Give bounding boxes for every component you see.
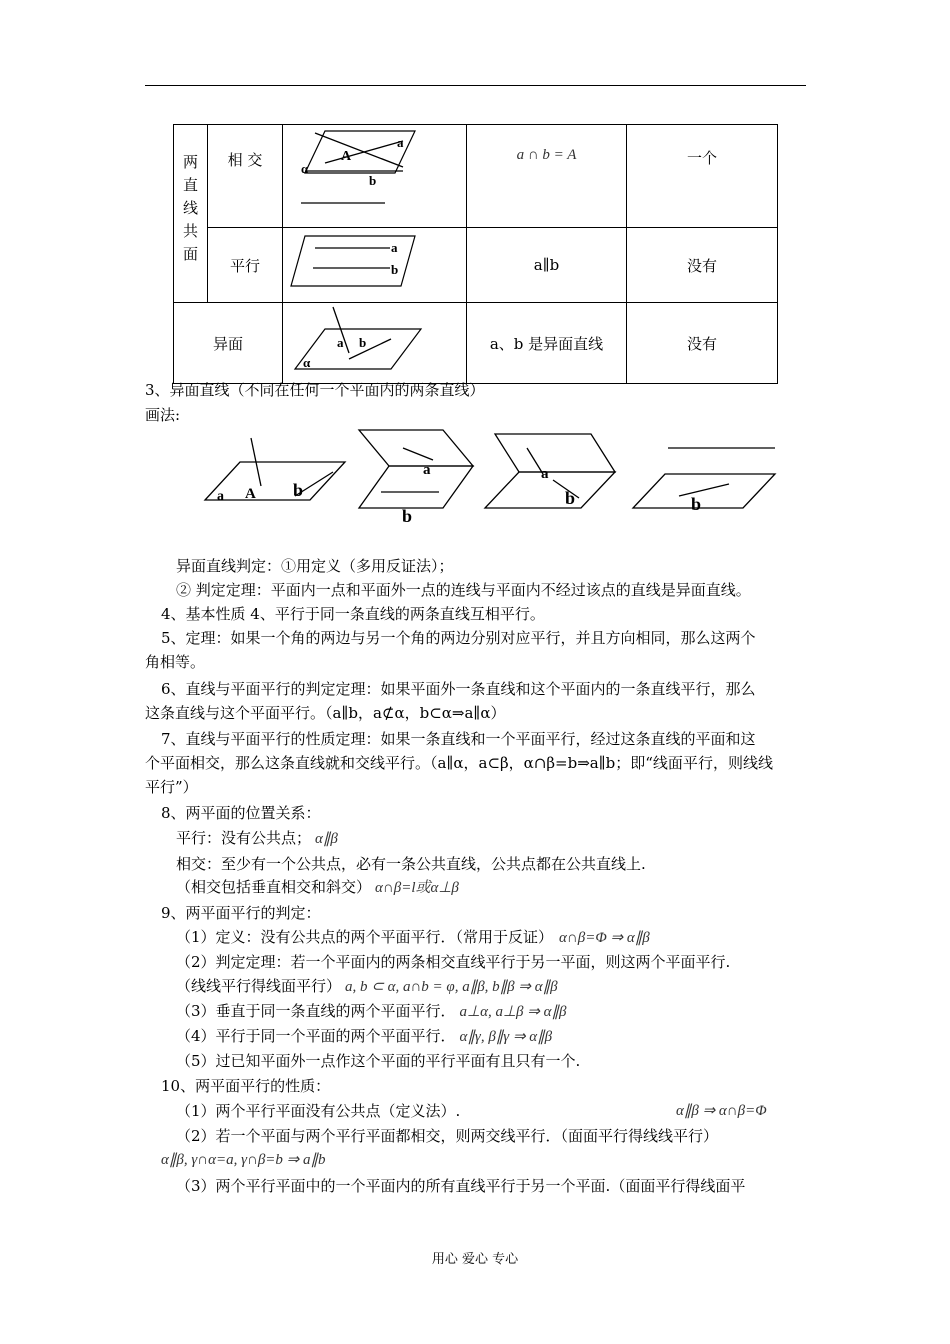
text-line: （1）定义：没有公共点的两个平面平行．（常用于反证） α∩β=Φ ⇒ α∥β — [176, 928, 650, 946]
count-intersect: 一个 — [627, 125, 778, 228]
text-line: 这条直线与这个平面平行。（a∥b，a⊄α，b⊂α⇒a∥α） — [145, 704, 506, 722]
draw-label: 画法: — [145, 406, 181, 424]
text-line: （5）过已知平面外一点作这个平面的平行平面有且只有一个. — [176, 1052, 581, 1070]
page-footer: 用心 爱心 专心 — [431, 1252, 519, 1267]
text-line: 4、基本性质 4、平行于同一条直线的两条直线互相平行。 — [161, 605, 545, 623]
fig2-label-a: a — [423, 462, 431, 478]
count-parallel: 没有 — [627, 228, 778, 303]
group-cell — [174, 125, 208, 303]
text-line: （相交包括垂直相交和斜交） α∩β=l或α⊥β — [176, 878, 459, 896]
relation-parallel: a∥b — [467, 228, 627, 303]
fig-intersect — [283, 125, 467, 228]
text-line: （1）两个平行平面没有公共点（定义法）. — [176, 1102, 461, 1120]
fig1-label-b: b — [293, 480, 304, 500]
text-line: 个平面相交，那么这条直线就和交线平行。（a∥α，a⊂β，α∩β=b⇒a∥b；即“线面平行，则线线 — [145, 754, 773, 772]
relation-skew: a、b 是异面直线 — [467, 303, 627, 384]
line-relation-table — [173, 124, 778, 384]
fig-label-a: a — [390, 240, 397, 255]
fig-label-b: b — [358, 335, 366, 350]
text-line: 10、两平面平行的性质： — [161, 1077, 331, 1095]
text-line: 平行”） — [145, 778, 198, 796]
text-line: （线线平行得线面平行） a, b ⊂ α, a∩b = φ, a∥β, b∥β ⇒ α∥β — [176, 977, 558, 995]
text-line: 5、定理：如果一个角的两边与另一个角的两边分别对应平行，并且方向相同，那么这两个 — [161, 629, 756, 647]
intersect-figure — [285, 125, 465, 223]
text-line: 异面直线判定：①用定义（多用反证法）； — [176, 557, 454, 575]
fig-label-alpha: α — [300, 161, 308, 176]
text-line: （2）判定定理：若一个平面内的两条相交直线平行于另一平面，则这两个平面平行. — [176, 953, 731, 971]
fig4-label-b: b — [691, 494, 702, 514]
header-rule — [145, 85, 806, 86]
group-label: 两直线共面 — [181, 154, 199, 269]
fig1-label-a: a — [217, 489, 224, 504]
skew-figure — [285, 303, 465, 379]
text-line: ② 判定定理：平面内一点和平面外一点的连线与平面内不经过该点的直线是异面直线。 — [176, 581, 751, 599]
text-line: 角相等。 — [145, 653, 206, 671]
skew-drawing-figures — [195, 428, 795, 528]
text-line: 9、两平面平行的判定： — [161, 904, 321, 922]
text-line: （4）平行于同一个平面的两个平面平行． α∥γ, β∥γ ⇒ α∥β — [176, 1027, 553, 1045]
text-line: （3）垂直于同一条直线的两个平面平行． a⊥α, a⊥β ⇒ α∥β — [176, 1002, 567, 1020]
row-label: 异面 — [174, 303, 283, 384]
fig2-label-b: b — [402, 506, 413, 526]
parallel-figure — [285, 228, 465, 298]
fig-label-b: b — [368, 173, 376, 188]
text-line: 平行：没有公共点； α∥β — [176, 829, 338, 847]
row-label: 相 交 — [208, 125, 283, 228]
fig-skew — [283, 303, 467, 384]
fig-label-alpha: α — [302, 355, 310, 370]
fig-label-a: a — [396, 135, 403, 150]
fig3-label-a: a — [541, 466, 549, 482]
section3-title: 3、异面直线（不同在任何一个平面内的两条直线） — [145, 381, 485, 399]
fig1-label-A: A — [245, 486, 256, 502]
fig-label-a: a — [336, 335, 343, 350]
fig-label-b: b — [390, 262, 398, 277]
count-skew: 没有 — [627, 303, 778, 384]
formula-prop2: α∥β, γ∩α=a, γ∩β=b ⇒ a∥b — [161, 1152, 326, 1168]
text-line: 相交：至少有一个公共点，必有一条公共直线，公共点都在公共直线上. — [176, 855, 646, 873]
text-line: 8、两平面的位置关系： — [161, 804, 321, 822]
row-label: 平行 — [208, 228, 283, 303]
relation-intersect: a ∩ b = A — [467, 125, 627, 228]
fig3-label-b: b — [565, 488, 576, 508]
text-line: （2）若一个平面与两个平行平面都相交，则两交线平行．（面面平行得线线平行） — [176, 1127, 719, 1145]
fig-label-A: A — [340, 149, 351, 164]
fig-parallel — [283, 228, 467, 303]
text-line: 6、直线与平面平行的判定定理：如果平面外一条直线和这个平面内的一条直线平行，那么 — [161, 680, 756, 698]
formula-prop1: α∥β ⇒ α∩β=Φ — [676, 1103, 767, 1119]
text-line: 7、直线与平面平行的性质定理：如果一条直线和一个平面平行，经过这条直线的平面和这 — [161, 730, 756, 748]
text-line: （3）两个平行平面中的一个平面内的所有直线平行于另一个平面.（面面平行得线面平 — [176, 1177, 746, 1195]
